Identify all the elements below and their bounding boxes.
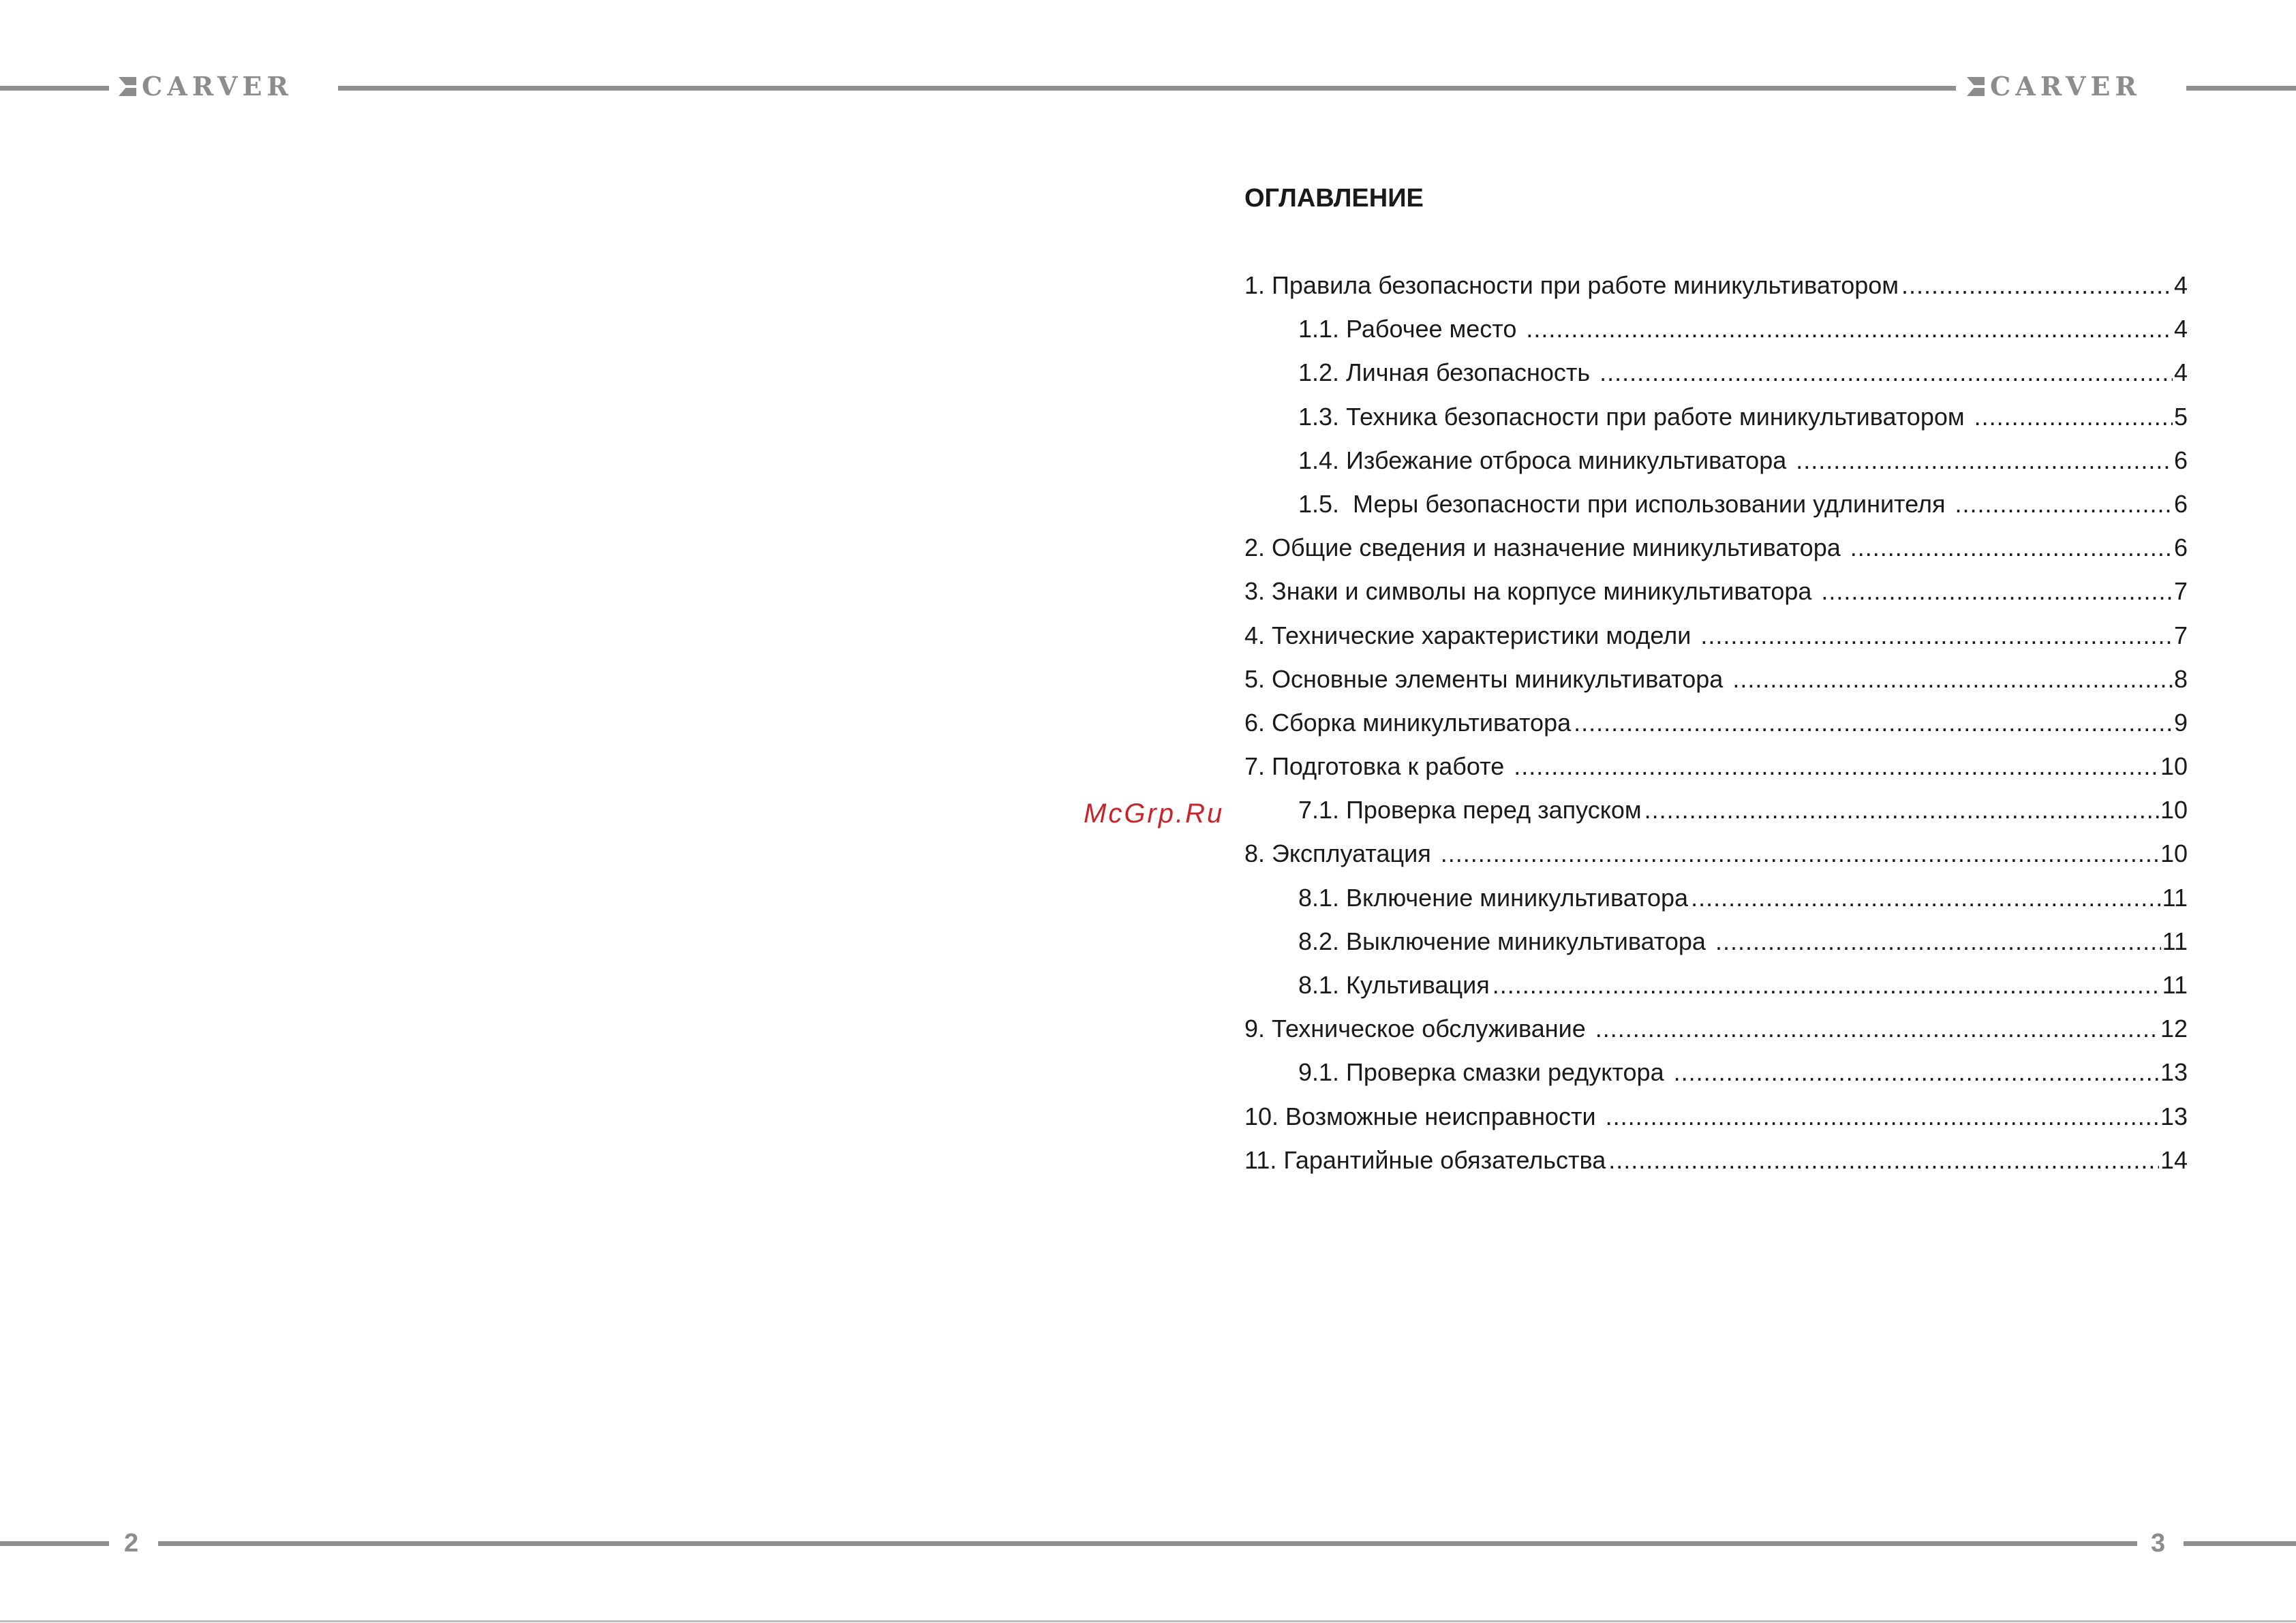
toc-entry-page: 4 — [2173, 315, 2188, 343]
toc-entry-label: 4. Технические характеристики модели — [1244, 621, 1698, 649]
toc-dot-leader — [1608, 1142, 2159, 1179]
toc-title: ОГЛАВЛЕНИЕ — [1244, 184, 1424, 213]
toc-entry[interactable] — [1244, 311, 2188, 354]
carver-mark-icon — [1967, 77, 1985, 96]
toc-dot-leader — [1514, 748, 2159, 785]
toc-entry-page: 6 — [2173, 446, 2188, 474]
toc-entry-label: 8.1. Включение миникультиватора — [1298, 883, 1689, 912]
toc-entry[interactable] — [1244, 617, 2188, 661]
toc-entry-page: 14 — [2160, 1145, 2188, 1174]
header-rule-right — [2186, 86, 2296, 91]
carver-logo-text-left: CARVER — [142, 71, 293, 102]
toc-dot-leader — [1606, 1098, 2159, 1135]
toc-entry-page: 13 — [2160, 1058, 2188, 1087]
toc-entry-label: 2. Общие сведения и назначение миникультиватора — [1244, 534, 1848, 562]
toc-dot-leader — [1526, 311, 2173, 347]
toc-entry-label: 1.1. Рабочее место — [1298, 315, 1524, 343]
toc-entry[interactable] — [1244, 923, 2188, 967]
toc-entry[interactable] — [1244, 835, 2188, 879]
carver-logo-right — [1967, 71, 2141, 102]
page-number-left: 2 — [124, 1529, 139, 1558]
toc-entry-label: 1.3. Техника безопасности при работе миникультиватором — [1298, 402, 1972, 431]
toc-entry-page: 11 — [2162, 883, 2188, 912]
toc-entry[interactable] — [1244, 1142, 2188, 1186]
toc-dot-leader — [1901, 267, 2173, 304]
toc-entry-label: 8.2. Выключение миникультиватора — [1298, 927, 1713, 955]
toc-entry-page: 10 — [2160, 752, 2188, 781]
toc-entry-page: 10 — [2160, 839, 2188, 868]
toc-entry-page: 10 — [2160, 796, 2188, 824]
toc-entry[interactable] — [1244, 1098, 2188, 1142]
toc-list — [1244, 267, 2188, 1186]
toc-dot-leader — [1796, 442, 2173, 479]
toc-entry[interactable] — [1244, 748, 2188, 792]
toc-entry-page: 4 — [2173, 358, 2188, 387]
toc-dot-leader — [1674, 1054, 2159, 1091]
toc-dot-leader — [1715, 923, 2161, 960]
toc-entry-label: 1.4. Избежание отброса миникультиватора — [1298, 446, 1794, 474]
toc-entry-label: 5. Основные элементы миникультиватора — [1244, 664, 1730, 693]
toc-entry-page: 4 — [2173, 271, 2188, 299]
toc-entry-page: 7 — [2173, 577, 2188, 606]
toc-entry[interactable] — [1244, 967, 2188, 1010]
toc-entry-label: 1.5. Меры безопасности при использовании удлинителя — [1298, 489, 1953, 518]
toc-dot-leader — [1974, 399, 2173, 435]
toc-dot-leader — [1700, 617, 2173, 654]
toc-entry-page: 12 — [2160, 1015, 2188, 1043]
toc-entry[interactable] — [1244, 1010, 2188, 1054]
toc-dot-leader — [1732, 661, 2173, 698]
toc-entry-label: 8. Эксплуатация — [1244, 839, 1438, 868]
watermark-text: McGrp.Ru — [1084, 799, 1225, 829]
toc-entry[interactable] — [1244, 792, 2188, 835]
toc-entry-page: 11 — [2162, 971, 2188, 999]
toc-entry-label: 8.1. Культивация — [1298, 971, 1490, 999]
toc-entry[interactable] — [1244, 529, 2188, 573]
page-bottom-edge — [0, 1620, 2296, 1622]
toc-entry[interactable] — [1244, 267, 2188, 311]
toc-dot-leader — [1599, 354, 2173, 391]
toc-dot-leader — [1821, 573, 2173, 610]
toc-entry[interactable] — [1244, 573, 2188, 617]
toc-entry[interactable] — [1244, 880, 2188, 923]
toc-entry[interactable] — [1244, 1054, 2188, 1098]
toc-entry-page: 6 — [2173, 489, 2188, 518]
carver-logo-text-right: CARVER — [1990, 71, 2141, 102]
header-rule-left — [0, 86, 109, 91]
toc-entry-label: 9.1. Проверка смазки редуктора — [1298, 1058, 1671, 1087]
footer-rule-left — [0, 1541, 109, 1546]
toc-dot-leader — [1644, 792, 2159, 829]
toc-entry[interactable] — [1244, 705, 2188, 748]
toc-dot-leader — [1493, 967, 2161, 1004]
toc-entry[interactable] — [1244, 486, 2188, 529]
toc-dot-leader — [1850, 529, 2173, 566]
toc-entry-label: 11. Гарантийные обязательства — [1244, 1145, 1606, 1174]
toc-entry-page: 7 — [2173, 621, 2188, 649]
toc-entry-label: 6. Сборка миникультиватора — [1244, 708, 1572, 737]
carver-mark-icon — [119, 77, 136, 96]
footer-rule-center — [158, 1541, 2137, 1546]
toc-entry-label: 1. Правила безопасности при работе миникультиватором — [1244, 271, 1899, 299]
toc-entry-page: 5 — [2173, 402, 2188, 431]
toc-dot-leader — [1595, 1010, 2159, 1047]
toc-entry-page: 11 — [2162, 927, 2188, 955]
toc-entry-page: 13 — [2160, 1102, 2188, 1130]
toc-entry-label: 1.2. Личная безопасность — [1298, 358, 1597, 387]
toc-dot-leader — [1441, 835, 2159, 872]
toc-entry[interactable] — [1244, 354, 2188, 398]
toc-dot-leader — [1691, 880, 2161, 916]
toc-dot-leader — [1574, 705, 2173, 741]
toc-entry[interactable] — [1244, 661, 2188, 705]
page-number-right: 3 — [2151, 1529, 2166, 1558]
header-rule-center — [338, 86, 1956, 91]
toc-entry-page: 8 — [2173, 664, 2188, 693]
toc-entry-label: 7.1. Проверка перед запуском — [1298, 796, 1642, 824]
toc-entry-label: 9. Техническое обслуживание — [1244, 1015, 1593, 1043]
toc-entry-label: 7. Подготовка к работе — [1244, 752, 1512, 781]
toc-entry-page: 9 — [2173, 708, 2188, 737]
carver-logo-left — [119, 71, 293, 102]
toc-entry-label: 3. Знаки и символы на корпусе миникультиватора — [1244, 577, 1819, 606]
toc-dot-leader — [1955, 486, 2173, 523]
toc-entry[interactable] — [1244, 442, 2188, 486]
toc-entry-label: 10. Возможные неисправности — [1244, 1102, 1603, 1130]
toc-entry[interactable] — [1244, 399, 2188, 442]
footer-rule-right — [2184, 1541, 2296, 1546]
toc-entry-page: 6 — [2173, 534, 2188, 562]
